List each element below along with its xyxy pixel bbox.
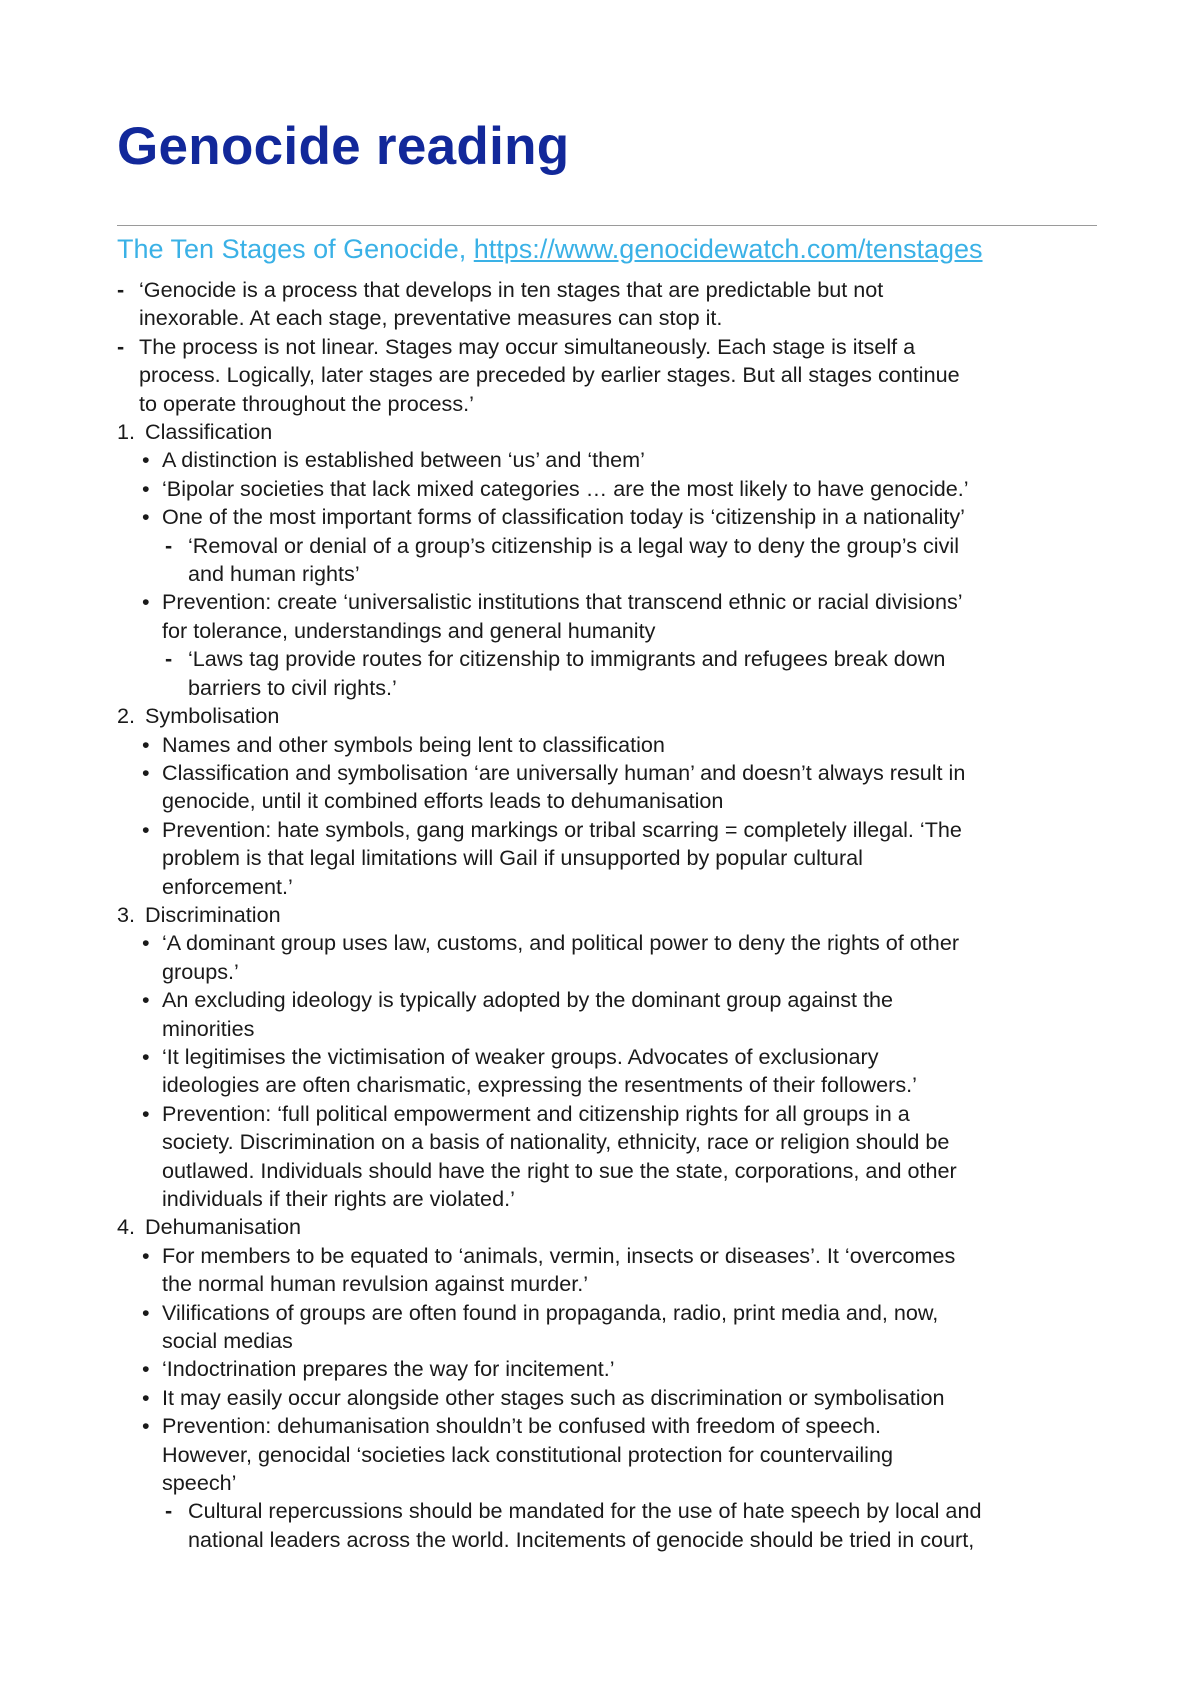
stage-heading bbox=[117, 901, 1097, 929]
line-text: to operate throughout the process.’ bbox=[139, 390, 474, 416]
bullet-icon: • bbox=[142, 1384, 150, 1410]
bullet-icon: • bbox=[142, 1043, 150, 1069]
stage-number: 2. bbox=[117, 703, 136, 729]
dash-icon: - bbox=[165, 646, 173, 672]
line-text: inexorable. At each stage, preventative measures can stop it. bbox=[139, 305, 723, 331]
bullet-icon: • bbox=[142, 589, 150, 615]
line-text: Symbolisation bbox=[145, 703, 280, 729]
line-text: One of the most important forms of classification today is ‘citizenship in a nationality’ bbox=[162, 504, 965, 530]
line-text: problem is that legal limitations will Gail if unsupported by popular cultural bbox=[162, 845, 863, 871]
bullet-item bbox=[117, 731, 1097, 759]
continuation-line bbox=[117, 674, 1097, 702]
line-text: social medias bbox=[162, 1328, 293, 1354]
line-text: ‘Indoctrination prepares the way for incitement.’ bbox=[162, 1356, 615, 1382]
bullet-item bbox=[117, 1100, 1097, 1128]
bullet-icon: • bbox=[142, 1242, 150, 1268]
continuation-line bbox=[117, 1015, 1097, 1043]
dash-item bbox=[117, 532, 1097, 560]
line-text: However, genocidal ‘societies lack constitutional protection for countervailing bbox=[162, 1441, 893, 1467]
line-text: for tolerance, understandings and general humanity bbox=[162, 617, 656, 643]
reading-notes bbox=[117, 276, 1097, 1554]
bullet-item bbox=[117, 446, 1097, 474]
bullet-item bbox=[117, 1412, 1097, 1440]
continuation-line bbox=[117, 304, 1097, 332]
continuation-line bbox=[117, 1327, 1097, 1355]
line-text: ‘Bipolar societies that lack mixed categories … are the most likely to have genocide.’ bbox=[162, 475, 969, 501]
bullet-icon: • bbox=[142, 504, 150, 530]
line-text: Names and other symbols being lent to classification bbox=[162, 731, 665, 757]
line-text: process. Logically, later stages are preceded by earlier stages. But all stages continue bbox=[139, 362, 960, 388]
bullet-item bbox=[117, 1355, 1097, 1383]
dash-item bbox=[117, 276, 1097, 304]
stage-heading bbox=[117, 702, 1097, 730]
line-text: national leaders across the world. Incitements of genocide should be tried in court, bbox=[188, 1526, 975, 1552]
bullet-item bbox=[117, 588, 1097, 616]
line-text: genocide, until it combined efforts leads to dehumanisation bbox=[162, 788, 724, 814]
stage-heading bbox=[117, 418, 1097, 446]
page-title: Genocide reading bbox=[117, 117, 570, 176]
line-text: Classification and symbolisation ‘are universally human’ and doesn’t always result in bbox=[162, 759, 966, 785]
stage-number: 3. bbox=[117, 901, 136, 927]
continuation-line bbox=[117, 560, 1097, 588]
bullet-item bbox=[117, 1384, 1097, 1412]
line-text: speech’ bbox=[162, 1470, 237, 1496]
dash-icon: - bbox=[165, 1498, 173, 1524]
line-text: Discrimination bbox=[145, 901, 281, 927]
title-divider bbox=[117, 225, 1097, 226]
dash-item bbox=[117, 333, 1097, 361]
line-text: ‘A dominant group uses law, customs, and political power to deny the rights of other bbox=[162, 930, 960, 956]
bullet-item bbox=[117, 1242, 1097, 1270]
line-text: Vilifications of groups are often found in propaganda, radio, print media and, now, bbox=[162, 1299, 939, 1325]
bullet-icon: • bbox=[142, 447, 150, 473]
bullet-item bbox=[117, 475, 1097, 503]
continuation-line bbox=[117, 1157, 1097, 1185]
line-text: ideologies are often charismatic, expressing the resentments of their followers.’ bbox=[162, 1072, 917, 1098]
line-text: For members to be equated to ‘animals, vermin, insects or diseases’. It ‘overcomes bbox=[162, 1242, 956, 1268]
dash-item bbox=[117, 645, 1097, 673]
line-text: The process is not linear. Stages may occur simultaneously. Each stage is itself a bbox=[139, 333, 916, 359]
line-text: groups.’ bbox=[162, 958, 239, 984]
stage-number: 4. bbox=[117, 1214, 136, 1240]
line-text: ‘Genocide is a process that develops in ten stages that are predictable but not bbox=[139, 277, 884, 302]
line-text: society. Discrimination on a basis of nationality, ethnicity, race or religion should be bbox=[162, 1129, 950, 1155]
line-text: the normal human revulsion against murder.’ bbox=[162, 1271, 589, 1297]
continuation-line bbox=[117, 1441, 1097, 1469]
line-text: individuals if their rights are violated.’ bbox=[162, 1186, 515, 1211]
dash-item bbox=[117, 1497, 1097, 1525]
stage-number: 1. bbox=[117, 419, 136, 445]
continuation-line bbox=[117, 1128, 1097, 1156]
line-text: Prevention: hate symbols, gang markings or tribal scarring = completely illegal. ‘The bbox=[162, 816, 962, 842]
bullet-icon: • bbox=[142, 1100, 150, 1126]
source-heading-text: The Ten Stages of Genocide, bbox=[117, 234, 474, 264]
bullet-icon: • bbox=[142, 987, 150, 1013]
line-text: outlawed. Individuals should have the right to sue the state, corporations, and other bbox=[162, 1157, 957, 1183]
bullet-item bbox=[117, 1043, 1097, 1071]
continuation-line bbox=[117, 361, 1097, 389]
line-text: minorities bbox=[162, 1015, 255, 1041]
bullet-item bbox=[117, 1299, 1097, 1327]
continuation-line bbox=[117, 787, 1097, 815]
line-text: Dehumanisation bbox=[145, 1214, 302, 1240]
stage-heading bbox=[117, 1213, 1097, 1241]
continuation-line bbox=[117, 844, 1097, 872]
line-text: Classification bbox=[145, 419, 273, 445]
bullet-item bbox=[117, 929, 1097, 957]
line-text: ‘Laws tag provide routes for citizenship to immigrants and refugees break down bbox=[188, 646, 946, 672]
continuation-line bbox=[117, 390, 1097, 418]
line-text: Prevention: create ‘universalistic institutions that transcend ethnic or racial divisions’ bbox=[162, 589, 963, 615]
bullet-icon: • bbox=[142, 816, 150, 842]
line-text: Cultural repercussions should be mandated for the use of hate speech by local and bbox=[188, 1498, 982, 1524]
line-text: An excluding ideology is typically adopted by the dominant group against the bbox=[162, 987, 894, 1013]
dash-icon: - bbox=[117, 333, 125, 359]
continuation-line bbox=[117, 1185, 1097, 1213]
source-heading bbox=[117, 232, 983, 267]
bullet-icon: • bbox=[142, 1356, 150, 1382]
bullet-icon: • bbox=[142, 930, 150, 956]
line-text: and human rights’ bbox=[188, 561, 360, 587]
continuation-line bbox=[117, 1526, 1097, 1554]
dash-icon: - bbox=[165, 532, 173, 558]
line-text: A distinction is established between ‘us’ and ‘them’ bbox=[162, 447, 645, 473]
continuation-line bbox=[117, 873, 1097, 901]
line-text: ‘Removal or denial of a group’s citizenship is a legal way to deny the group’s civil bbox=[188, 532, 959, 558]
bullet-icon: • bbox=[142, 1299, 150, 1325]
continuation-line bbox=[117, 1270, 1097, 1298]
dash-icon: - bbox=[117, 277, 125, 302]
bullet-item bbox=[117, 986, 1097, 1014]
bullet-item bbox=[117, 503, 1097, 531]
bullet-icon: • bbox=[142, 759, 150, 785]
line-text: barriers to civil rights.’ bbox=[188, 674, 397, 700]
source-link[interactable]: https://www.genocidewatch.com/tenstages bbox=[473, 234, 983, 264]
line-text: ‘It legitimises the victimisation of weaker groups. Advocates of exclusionary bbox=[162, 1043, 879, 1069]
continuation-line bbox=[117, 958, 1097, 986]
bullet-icon: • bbox=[142, 731, 150, 757]
line-text: Prevention: ‘full political empowerment and citizenship rights for all groups in a bbox=[162, 1100, 910, 1126]
bullet-icon: • bbox=[142, 475, 150, 501]
line-text: enforcement.’ bbox=[162, 873, 293, 899]
continuation-line bbox=[117, 1469, 1097, 1497]
bullet-icon: • bbox=[142, 1413, 150, 1439]
line-text: It may easily occur alongside other stages such as discrimination or symbolisation bbox=[162, 1384, 945, 1410]
line-text: Prevention: dehumanisation shouldn’t be confused with freedom of speech. bbox=[162, 1413, 882, 1439]
continuation-line bbox=[117, 617, 1097, 645]
continuation-line bbox=[117, 1071, 1097, 1099]
bullet-item bbox=[117, 759, 1097, 787]
bullet-item bbox=[117, 816, 1097, 844]
